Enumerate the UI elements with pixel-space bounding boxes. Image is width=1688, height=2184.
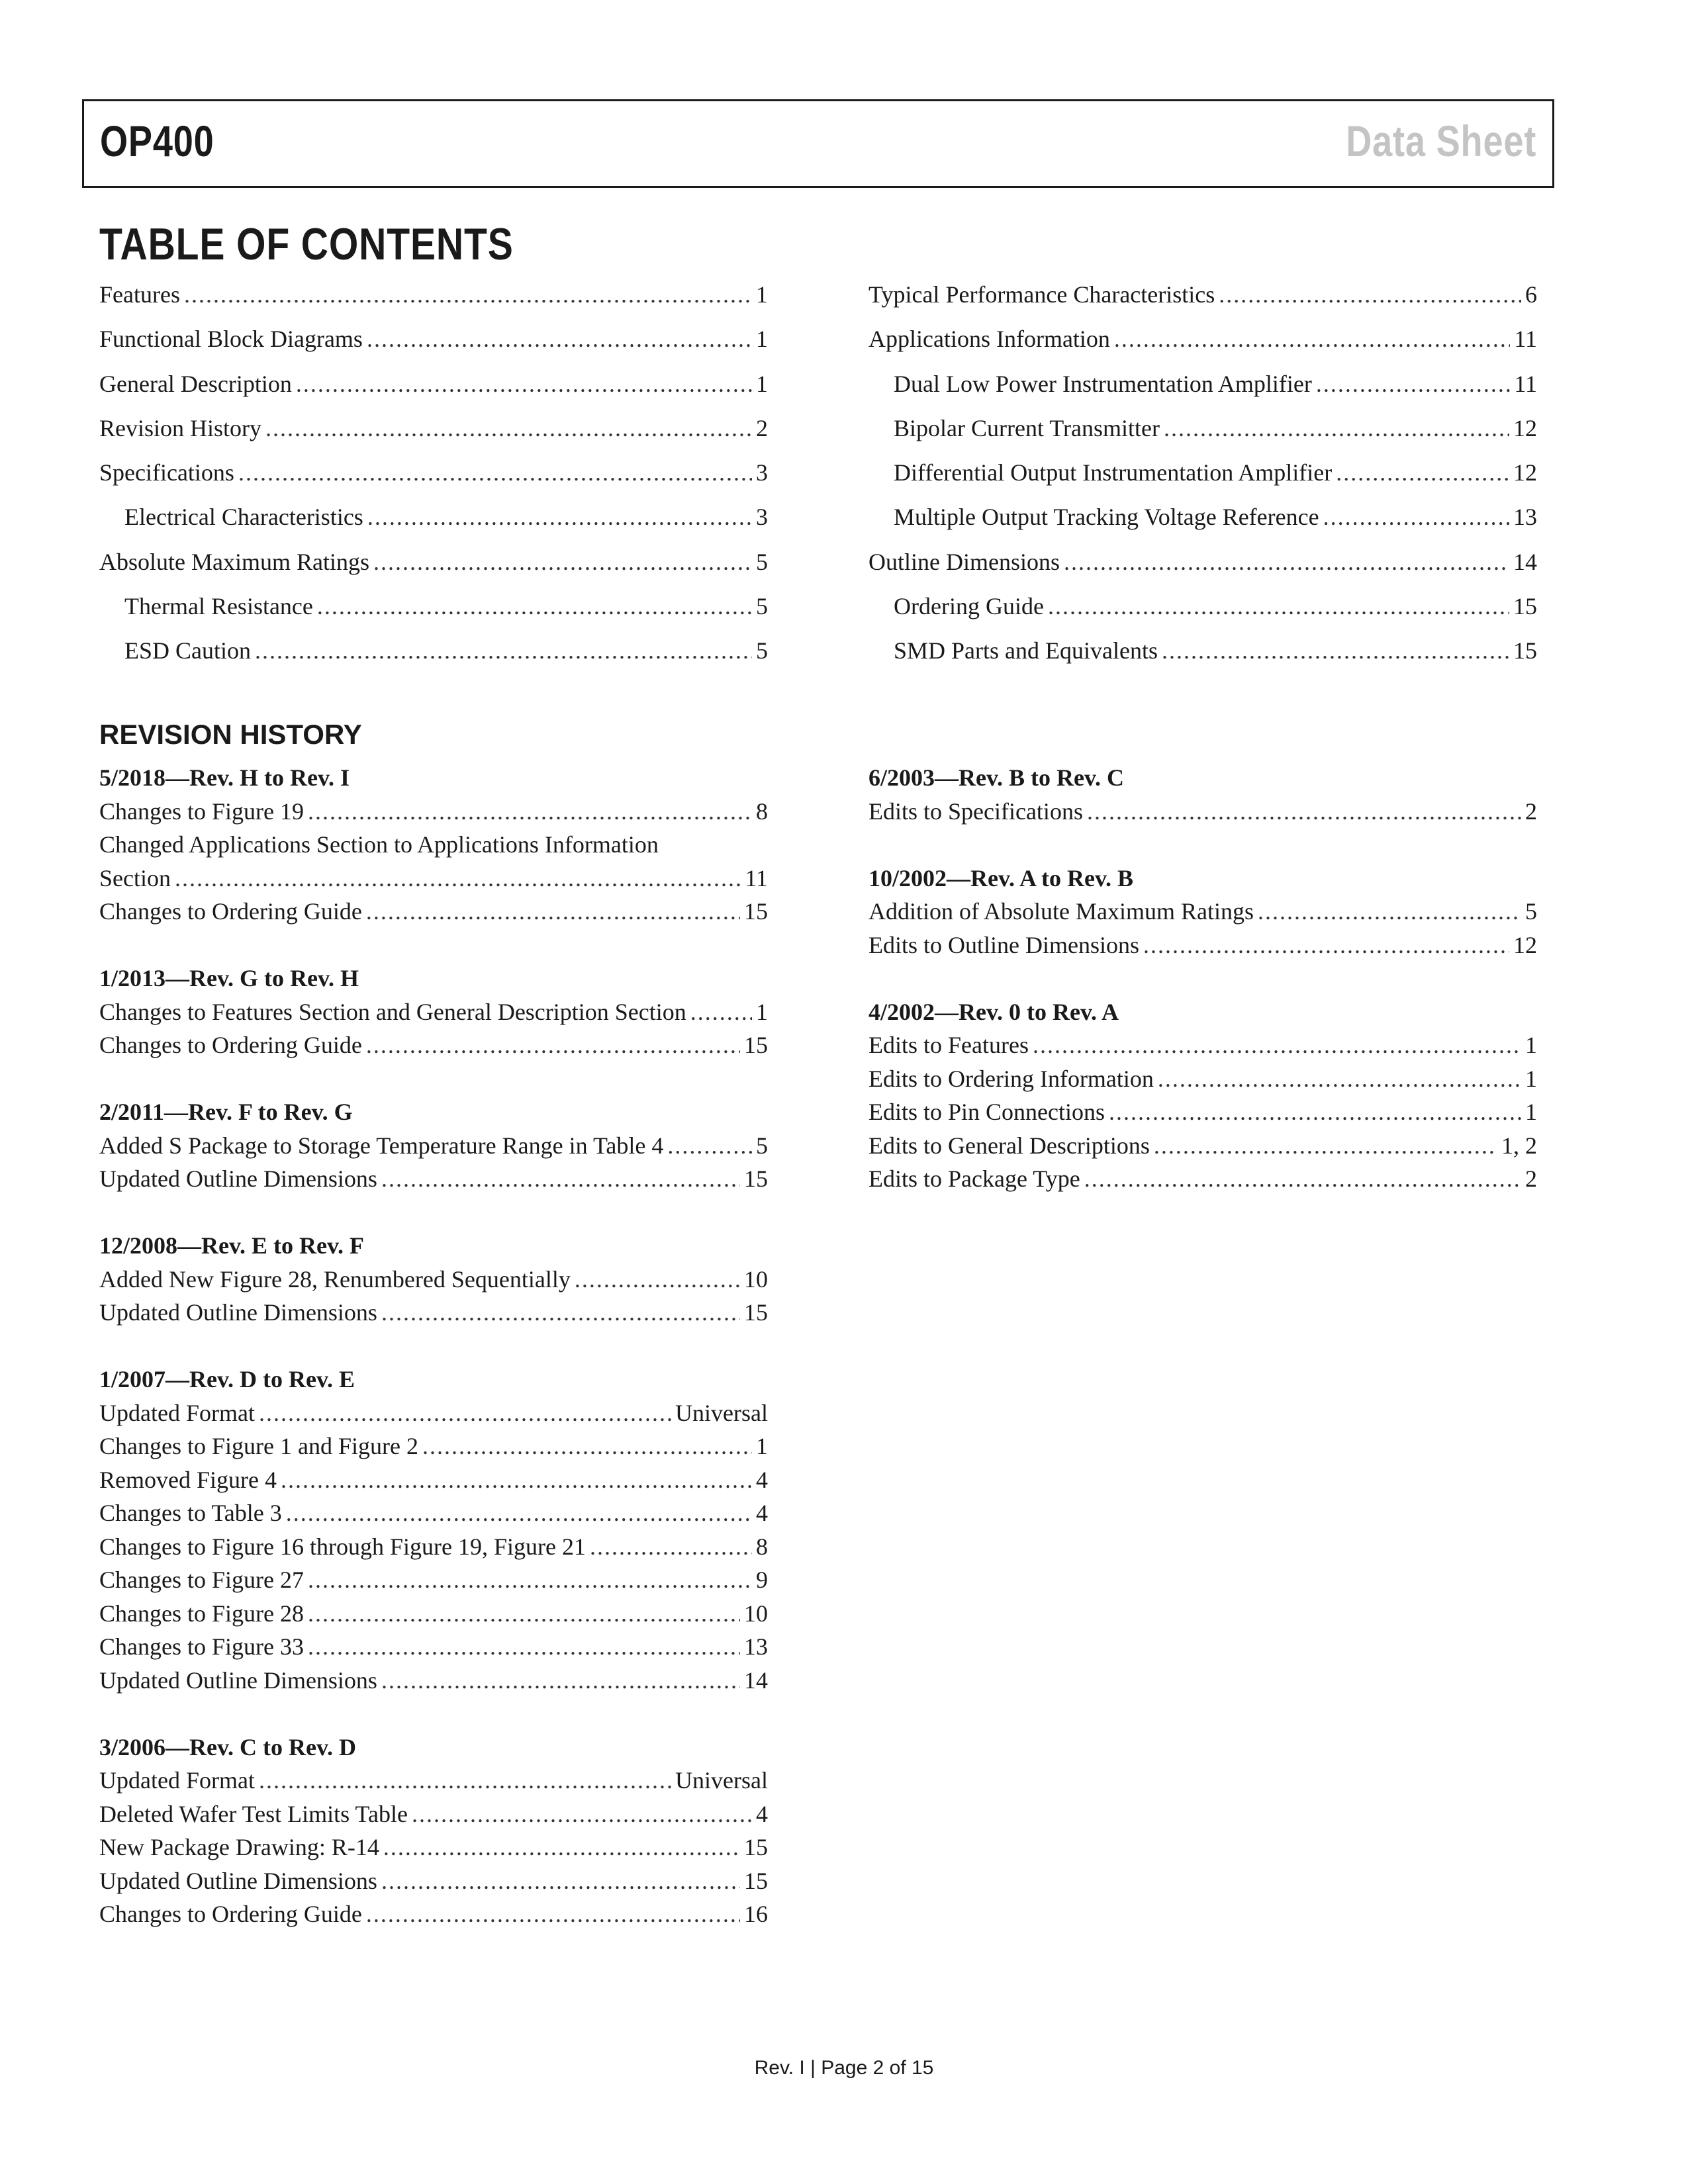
- revision-change-page: 16: [744, 1901, 768, 1927]
- toc-entry[interactable]: [868, 317, 1537, 361]
- toc-entry-page: 1: [756, 370, 768, 397]
- toc-entry-page: 5: [756, 637, 768, 664]
- revision-leader-dots: [308, 795, 752, 829]
- revision-change-page: 9: [756, 1567, 768, 1593]
- toc-leader-dots: [1162, 629, 1509, 673]
- toc-entry-page: 11: [1514, 370, 1537, 397]
- revision-change-label: Changes to Ordering Guide: [99, 1032, 362, 1058]
- revision-heading: 10/2002—Rev. A to Rev. B: [868, 864, 1134, 891]
- revision-history-right-column: [868, 761, 1537, 1229]
- revision-change-page: 8: [756, 1533, 768, 1560]
- toc-entry[interactable]: [99, 406, 768, 451]
- toc-entry-label: Electrical Characteristics: [124, 504, 363, 531]
- revision-change-page: 1: [1525, 1032, 1537, 1058]
- revision-change-page: 1: [756, 998, 768, 1025]
- revision-leader-dots: [381, 1664, 740, 1698]
- toc-entry[interactable]: [868, 540, 1537, 584]
- toc-leader-dots: [317, 584, 752, 629]
- revision-leader-dots: [366, 1897, 740, 1931]
- revision-leader-dots: [412, 1797, 752, 1831]
- toc-leader-dots: [1316, 362, 1510, 406]
- toc-leader-dots: [1064, 540, 1509, 584]
- revision-change: [868, 895, 1537, 929]
- revision-change-label: Edits to Features: [868, 1032, 1029, 1058]
- revision-heading: 6/2003—Rev. B to Rev. C: [868, 764, 1124, 791]
- revision-change-label: Added New Figure 28, Renumbered Sequentially: [99, 1265, 571, 1293]
- toc-entry-page: 14: [1513, 548, 1537, 575]
- toc-leader-dots: [265, 406, 752, 451]
- toc-entry[interactable]: [99, 495, 768, 539]
- revision-change-label: Edits to Pin Connections: [868, 1099, 1105, 1125]
- toc-entry-label: ESD Caution: [124, 637, 252, 664]
- revision-leader-dots: [590, 1530, 752, 1564]
- revision-change-page: 4: [756, 1500, 768, 1526]
- revision-change-label: Changes to Figure 33: [99, 1633, 304, 1660]
- toc-leader-dots: [367, 317, 752, 361]
- revision-change-page: 15: [744, 1165, 768, 1192]
- toc-leader-dots: [296, 362, 752, 406]
- toc-entry[interactable]: [868, 629, 1537, 673]
- revision-change-page: 13: [744, 1633, 768, 1660]
- revision-leader-dots: [690, 995, 752, 1029]
- revision-change: [868, 795, 1537, 829]
- revision-leader-dots: [1143, 929, 1509, 962]
- revision-leader-dots: [575, 1263, 740, 1297]
- revision-heading: 1/2013—Rev. G to Rev. H: [99, 965, 359, 991]
- revision-change-label: Addition of Absolute Maximum Ratings: [868, 898, 1254, 925]
- revision-group: [99, 761, 768, 929]
- toc-entry-page: 12: [1513, 459, 1537, 486]
- revision-leader-dots: [667, 1129, 752, 1163]
- revision-change-label: Changes to Figure 16 through Figure 19, Figure 21: [99, 1533, 586, 1560]
- revision-change-label: Changes to Features Section and General Description Section: [99, 998, 686, 1025]
- toc-leader-dots: [184, 273, 752, 317]
- toc-entry[interactable]: [868, 273, 1537, 317]
- revision-change: [868, 1162, 1537, 1196]
- toc-entry-label: Multiple Output Tracking Voltage Reference: [894, 504, 1319, 531]
- revision-change-page: 8: [756, 797, 768, 825]
- revision-change-page: 1: [756, 1433, 768, 1459]
- revision-heading: 12/2008—Rev. E to Rev. F: [99, 1232, 364, 1259]
- revision-heading: 5/2018—Rev. H to Rev. I: [99, 764, 350, 791]
- revision-change: [99, 1496, 768, 1530]
- toc-entry[interactable]: [868, 584, 1537, 629]
- revision-leader-dots: [366, 1028, 740, 1062]
- revision-leader-dots: [308, 1563, 752, 1597]
- revision-leader-dots: [1109, 1095, 1521, 1129]
- revision-leader-dots: [381, 1162, 740, 1196]
- revision-change: [99, 1797, 768, 1831]
- toc-entry-label: Thermal Resistance: [124, 593, 313, 620]
- revision-change-page: 2: [1525, 797, 1537, 825]
- revision-change-label: Changes to Figure 19: [99, 797, 304, 825]
- toc-entry-page: 5: [756, 548, 768, 575]
- toc-entry-label: Revision History: [99, 414, 262, 441]
- revision-change: [99, 1664, 768, 1698]
- revision-leader-dots: [259, 1764, 671, 1797]
- revision-history-title: REVISION HISTORY: [99, 719, 362, 750]
- revision-change-page: 4: [756, 1466, 768, 1493]
- revision-change-label: Changes to Figure 28: [99, 1600, 304, 1627]
- revision-change-label: Removed Figure 4: [99, 1466, 277, 1493]
- revision-change-label: Changes to Ordering Guide: [99, 1901, 362, 1927]
- revision-change-page: 15: [744, 898, 768, 925]
- toc-entry[interactable]: [99, 362, 768, 406]
- toc-entry-page: 1: [756, 326, 768, 353]
- revision-change-label: Section: [99, 864, 171, 891]
- toc-entry-page: 3: [756, 459, 768, 486]
- revision-leader-dots: [281, 1463, 752, 1497]
- part-number: OP400: [100, 116, 214, 165]
- toc-entry-label: Dual Low Power Instrumentation Amplifier: [894, 370, 1312, 397]
- revision-change-page: 15: [744, 1867, 768, 1894]
- revision-change: [99, 995, 768, 1029]
- revision-change: [99, 862, 768, 895]
- revision-change-label: Edits to General Descriptions: [868, 1132, 1150, 1159]
- revision-change-label: Updated Outline Dimensions: [99, 1165, 377, 1192]
- revision-change: [99, 895, 768, 929]
- revision-leader-dots: [381, 1864, 740, 1898]
- revision-change-page: 4: [756, 1800, 768, 1827]
- revision-heading: 2/2011—Rev. F to Rev. G: [99, 1099, 353, 1125]
- revision-change-label: Updated Outline Dimensions: [99, 1666, 377, 1694]
- revision-change-page: 1, 2: [1501, 1132, 1537, 1159]
- revision-leader-dots: [381, 1296, 740, 1330]
- revision-change: [99, 1296, 768, 1330]
- revision-leader-dots: [1084, 1162, 1521, 1196]
- revision-history-left-column: [99, 761, 768, 1964]
- revision-change-label: Changes to Ordering Guide: [99, 898, 362, 925]
- toc-leader-dots: [1336, 451, 1509, 495]
- toc-entry-label: SMD Parts and Equivalents: [894, 637, 1158, 664]
- revision-change-page: 2: [1525, 1165, 1537, 1192]
- revision-heading: 3/2006—Rev. C to Rev. D: [99, 1733, 356, 1760]
- revision-change-page: Universal: [675, 1399, 768, 1426]
- toc-entry[interactable]: [99, 273, 768, 317]
- toc-entry-page: 13: [1513, 504, 1537, 531]
- revision-change: [868, 1129, 1537, 1163]
- toc-entry-label: Outline Dimensions: [868, 548, 1060, 575]
- revision-change: [868, 1028, 1537, 1062]
- revision-heading: 4/2002—Rev. 0 to Rev. A: [868, 998, 1119, 1025]
- toc-entry[interactable]: [99, 629, 768, 673]
- toc-right-column: [868, 273, 1537, 674]
- revision-leader-dots: [175, 862, 741, 895]
- revision-change-label: Deleted Wafer Test Limits Table: [99, 1800, 408, 1827]
- revision-change: [868, 1095, 1537, 1129]
- revision-change-label: Changes to Figure 1 and Figure 2: [99, 1433, 418, 1459]
- toc-leader-dots: [1323, 495, 1509, 539]
- toc-entry-label: Features: [99, 281, 180, 308]
- revision-change: [868, 929, 1537, 962]
- toc-leader-dots: [1219, 273, 1521, 317]
- revision-change: [99, 1831, 768, 1864]
- revision-leader-dots: [422, 1430, 752, 1463]
- revision-change-label: Updated Format: [99, 1767, 255, 1794]
- toc-entry-label: Absolute Maximum Ratings: [99, 548, 369, 575]
- revision-group: [868, 862, 1537, 962]
- revision-change: [99, 1764, 768, 1797]
- page-footer: Rev. I | Page 2 of 15: [754, 2057, 934, 2079]
- toc-entry-label: Functional Block Diagrams: [99, 326, 363, 353]
- toc-leader-dots: [1164, 406, 1509, 451]
- toc-entry[interactable]: [99, 584, 768, 629]
- revision-change-page: 11: [745, 864, 768, 891]
- toc-entry-page: 15: [1513, 637, 1537, 664]
- revision-change: [99, 1129, 768, 1163]
- revision-leader-dots: [1033, 1028, 1521, 1062]
- revision-group: [99, 1095, 768, 1196]
- toc-entry-label: Typical Performance Characteristics: [868, 281, 1215, 308]
- revision-leader-dots: [308, 1597, 740, 1631]
- revision-change-page: 15: [744, 1299, 768, 1326]
- toc-entry-page: 11: [1514, 326, 1537, 353]
- revision-leader-dots: [1154, 1129, 1497, 1163]
- toc-leader-dots: [1114, 317, 1510, 361]
- revision-group: [99, 1363, 768, 1697]
- toc-entry-label: Applications Information: [868, 326, 1110, 353]
- revision-change-label: Edits to Specifications: [868, 797, 1083, 825]
- toc-entry-page: 12: [1513, 414, 1537, 441]
- revision-leader-dots: [383, 1831, 740, 1864]
- revision-change-page: Universal: [675, 1767, 768, 1794]
- revision-leader-dots: [259, 1396, 671, 1430]
- toc-title: TABLE OF CONTENTS: [99, 219, 514, 269]
- revision-leader-dots: [366, 895, 740, 929]
- page-header: [82, 99, 1554, 188]
- revision-heading: 1/2007—Rev. D to Rev. E: [99, 1366, 355, 1392]
- revision-change-label: Edits to Package Type: [868, 1165, 1080, 1192]
- revision-change-label: Changes to Table 3: [99, 1500, 282, 1526]
- revision-change: [99, 1263, 768, 1297]
- revision-change: [99, 1396, 768, 1430]
- toc-entry-label: Specifications: [99, 459, 234, 486]
- revision-change-page: 15: [744, 1834, 768, 1860]
- revision-change: [99, 1897, 768, 1931]
- toc-entry[interactable]: [99, 317, 768, 361]
- toc-entry[interactable]: [99, 540, 768, 584]
- revision-change-page: 5: [756, 1132, 768, 1159]
- revision-leader-dots: [286, 1496, 752, 1530]
- revision-change-page: 10: [744, 1265, 768, 1293]
- revision-change-label: Added S Package to Storage Temperature Range in Table 4: [99, 1132, 664, 1159]
- revision-change: [99, 1864, 768, 1898]
- toc-leader-dots: [238, 451, 752, 495]
- revision-group: [99, 962, 768, 1062]
- revision-change-label: Updated Outline Dimensions: [99, 1867, 377, 1894]
- toc-entry[interactable]: [868, 362, 1537, 406]
- toc-entry-label: General Description: [99, 370, 292, 397]
- revision-group: [868, 761, 1537, 828]
- revision-change: [99, 1630, 768, 1664]
- toc-entry[interactable]: [99, 451, 768, 495]
- toc-entry-page: 15: [1513, 593, 1537, 620]
- toc-entry-page: 6: [1525, 281, 1537, 308]
- toc-left-column: [99, 273, 768, 674]
- toc-entry-page: 1: [756, 281, 768, 308]
- revision-change: [868, 1062, 1537, 1096]
- toc-entry-label: Ordering Guide: [894, 593, 1044, 620]
- revision-change-page: 12: [1513, 931, 1537, 958]
- revision-change-label: New Package Drawing: R-14: [99, 1834, 379, 1860]
- revision-change-label: Updated Outline Dimensions: [99, 1299, 377, 1326]
- revision-change-label: Edits to Outline Dimensions: [868, 931, 1139, 958]
- toc-entry-page: 2: [756, 414, 768, 441]
- toc-entry-page: 3: [756, 504, 768, 531]
- toc-entry[interactable]: [868, 495, 1537, 539]
- revision-leader-dots: [1158, 1062, 1521, 1096]
- revision-change-page: 1: [1525, 1099, 1537, 1125]
- revision-change: [99, 1463, 768, 1497]
- revision-leader-dots: [308, 1630, 740, 1664]
- revision-change-page: 1: [1525, 1065, 1537, 1092]
- revision-leader-dots: [1087, 795, 1521, 829]
- toc-leader-dots: [255, 629, 752, 673]
- revision-change-label: Edits to Ordering Information: [868, 1065, 1154, 1092]
- revision-leader-dots: [1258, 895, 1521, 929]
- revision-group: [868, 995, 1537, 1196]
- revision-change: [99, 1597, 768, 1631]
- revision-change: [99, 795, 768, 829]
- revision-change-page: 10: [744, 1600, 768, 1627]
- toc-entry[interactable]: [868, 451, 1537, 495]
- revision-change-page: 15: [744, 1032, 768, 1058]
- toc-entry[interactable]: [868, 406, 1537, 451]
- revision-change: [99, 1028, 768, 1062]
- revision-group: [99, 1731, 768, 1931]
- toc-leader-dots: [373, 540, 752, 584]
- revision-change-text: Changed Applications Section to Applications Information: [99, 831, 659, 858]
- revision-change-label: Updated Format: [99, 1399, 255, 1426]
- revision-change: [99, 1430, 768, 1463]
- revision-change-page: 5: [1525, 898, 1537, 925]
- revision-change: [99, 1563, 768, 1597]
- document-type: Data Sheet: [1346, 116, 1536, 165]
- toc-leader-dots: [367, 495, 752, 539]
- toc-entry-page: 5: [756, 593, 768, 620]
- revision-change-page: 14: [744, 1666, 768, 1694]
- toc-entry-label: Bipolar Current Transmitter: [894, 414, 1160, 441]
- revision-change: [99, 1530, 768, 1564]
- revision-group: [99, 1229, 768, 1330]
- revision-change: [99, 1162, 768, 1196]
- toc-leader-dots: [1048, 584, 1509, 629]
- toc-entry-label: Differential Output Instrumentation Amplifier: [894, 459, 1333, 486]
- revision-change-label: Changes to Figure 27: [99, 1567, 304, 1593]
